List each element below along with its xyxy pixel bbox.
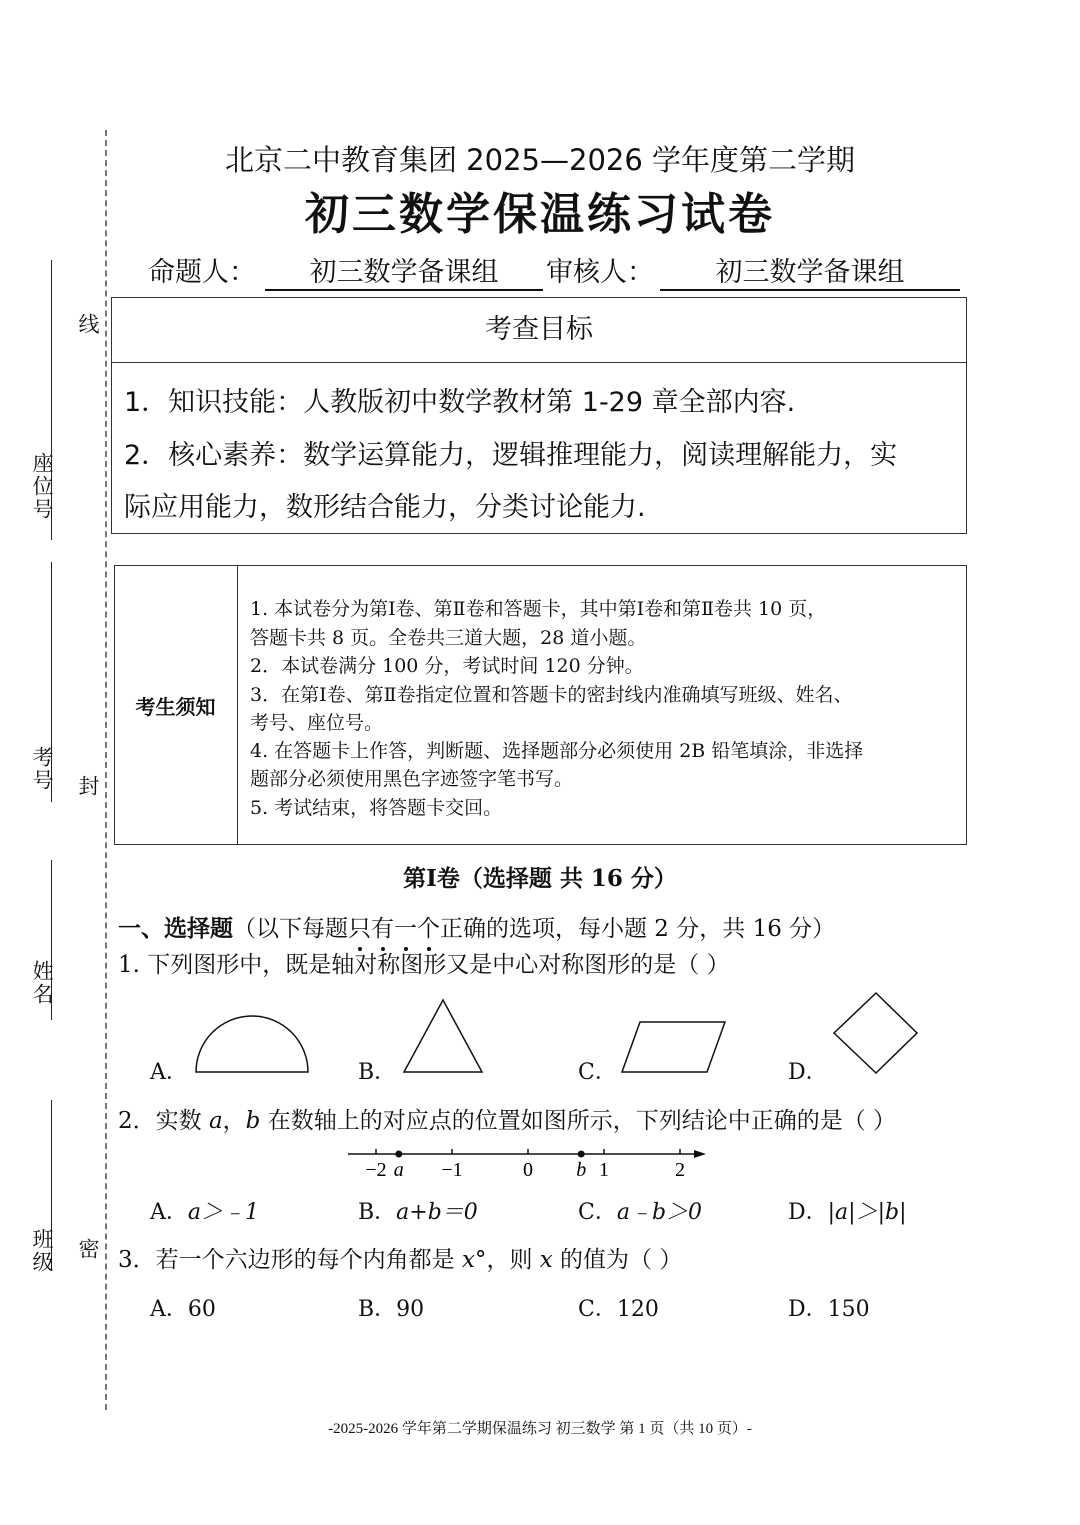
page-title: 初三数学保温练习试卷 xyxy=(305,189,775,240)
notice-line: 4. 在答题卡上作答，判断题、选择题部分必须使用 2B 铅笔填涂，非选择 xyxy=(250,740,864,762)
point-a-label: a xyxy=(393,1159,404,1181)
notice-line: 答题卡共 8 页。全卷共三道大题，28 道小题。 xyxy=(250,627,647,649)
tick-label: 0 xyxy=(523,1159,533,1181)
tick-label: −1 xyxy=(441,1159,463,1181)
reviewer-value: 初三数学备课组 xyxy=(660,250,960,291)
notice-line: 题部分必须使用黑色字迹签字笔书写。 xyxy=(250,768,574,790)
tick-label: −2 xyxy=(365,1159,387,1181)
semicircle-shape xyxy=(196,1016,308,1072)
q2-option-a: A．a＞﹣1 xyxy=(150,1200,260,1225)
q1-option-c: C． xyxy=(578,1060,617,1085)
q2-option-b: B．a+b＝0 xyxy=(358,1200,478,1225)
setter-label: 命题人： xyxy=(148,257,256,288)
q3-option-c: C．120 xyxy=(578,1297,659,1322)
margin-class-label: 班级 xyxy=(30,1228,54,1274)
emphasis-char: 只 xyxy=(348,916,371,942)
q3-option-b: B．90 xyxy=(358,1297,425,1322)
reviewer-label: 审核人： xyxy=(546,257,654,288)
triangle-shape xyxy=(404,1000,482,1072)
point-a-dot xyxy=(395,1151,402,1158)
emphasis-char: 有 xyxy=(371,916,394,942)
q1-option-a: A． xyxy=(150,1060,188,1085)
part-note-pre: （以下每题 xyxy=(233,916,348,942)
section-title: 第Ⅰ卷（选择题 共 16 分） xyxy=(403,865,677,892)
tick-label: 2 xyxy=(675,1159,685,1181)
notice-line: 5. 考试结束，将答题卡交回。 xyxy=(250,797,503,819)
objective-line-1: 1．知识技能：人教版初中数学教材第 1-29 章全部内容. xyxy=(124,387,796,418)
point-b-dot xyxy=(578,1151,585,1158)
q2-option-c: C．a﹣b＞0 xyxy=(578,1200,703,1225)
notice-label: 考生须知 xyxy=(135,694,216,719)
objectives-heading: 考查目标 xyxy=(111,297,967,363)
margin-seat-label: 座位号 xyxy=(30,452,54,521)
q1-option-d: D． xyxy=(788,1060,828,1085)
question-1-stem: 1. 下列图形中，既是轴对称图形又是中心对称图形的是（ ） xyxy=(118,952,730,978)
question-2-stem: 2．实数 a，b 在数轴上的对应点的位置如图所示，下列结论中正确的是（ ） xyxy=(118,1108,897,1134)
square-shape xyxy=(834,993,917,1073)
q2-option-d: D．|a|＞|b| xyxy=(788,1200,907,1225)
point-b-label: b xyxy=(576,1159,587,1181)
school-heading: 北京二中教育集团 2025—2026 学年度第二学期 xyxy=(224,143,856,177)
number-line xyxy=(340,1140,720,1185)
part-note-post: 正确的选项，每小题 2 分，共 16 分） xyxy=(440,916,836,942)
notice-line: 2．本试卷满分 100 分，考试时间 120 分钟。 xyxy=(250,655,644,677)
notice-line: 3．在第Ⅰ卷、第Ⅱ卷指定位置和答题卡的密封线内准确填写班级、姓名、 xyxy=(250,684,853,706)
setter-value: 初三数学备课组 xyxy=(265,250,543,291)
part-title: 一、选择题 xyxy=(118,916,233,942)
tick-label: 1 xyxy=(599,1159,609,1181)
page-footer: -2025-2026 学年第二学期保温练习 初三数学 第 1 页（共 10 页）- xyxy=(328,1421,752,1437)
margin-exam-no-label: 考号 xyxy=(30,746,54,792)
question-3-stem: 3．若一个六边形的每个内角都是 x°，则 x 的值为（ ） xyxy=(118,1247,683,1273)
margin-xian: 线 xyxy=(76,313,100,336)
q3-option-d: D．150 xyxy=(788,1297,870,1322)
q3-option-a: A．60 xyxy=(150,1297,216,1322)
margin-feng: 封 xyxy=(76,775,100,798)
parallelogram-shape xyxy=(622,1022,725,1072)
objective-line-2: 2．核心素养：数学运算能力，逻辑推理能力，阅读理解能力，实 xyxy=(124,440,898,471)
margin-mi: 密 xyxy=(76,1238,100,1261)
number-line-arrow xyxy=(694,1150,706,1158)
notice-line: 1. 本试卷分为第Ⅰ卷、第Ⅱ卷和答题卡，其中第Ⅰ卷和第Ⅱ卷共 10 页， xyxy=(250,598,827,620)
margin-name-label: 姓名 xyxy=(30,960,54,1006)
q1-option-b: B． xyxy=(358,1060,397,1085)
notice-line: 考号、座位号。 xyxy=(250,712,384,734)
emphasis-char: 一 xyxy=(394,916,417,942)
emphasis-char: 个 xyxy=(417,916,440,942)
objective-line-3: 际应用能力，数形结合能力，分类讨论能力. xyxy=(124,492,646,523)
